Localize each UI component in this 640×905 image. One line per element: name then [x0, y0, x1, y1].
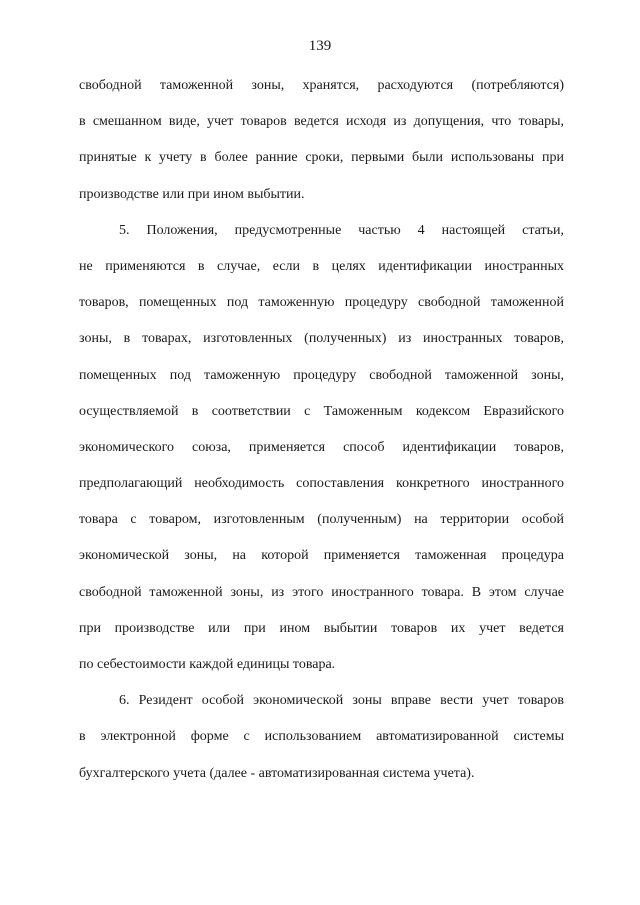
- paragraph-continuation: [79, 68, 564, 213]
- text-line: товаров, помещенных под таможенную процедуру свободной таможенной: [79, 295, 564, 311]
- text-line: экономического союза, применяется способ идентификации товаров,: [79, 439, 564, 455]
- text-line: принятые к учету в более ранние сроки, первыми были использованы при: [79, 150, 564, 166]
- paragraph-clause-5: [79, 213, 564, 683]
- text-line: 6. Резидент особой экономической зоны вправе вести учет товаров: [119, 693, 564, 709]
- text-line: 5. Положения, предусмотренные частью 4 настоящей статьи,: [119, 222, 564, 238]
- text-line: свободной таможенной зоны, хранятся, расходуются (потребляются): [79, 78, 564, 93]
- text-line: при производстве или при ином выбытии товаров их учет ведется: [79, 620, 564, 636]
- text-line: в смешанном виде, учет товаров ведется исходя из допущения, что товары,: [79, 114, 564, 130]
- text-line: не применяются в случае, если в целях идентификации иностранных: [79, 258, 564, 274]
- paragraph-clause-6: [79, 683, 564, 792]
- text-line: зоны, в товарах, изготовленных (полученных) из иностранных товаров,: [79, 331, 564, 347]
- text-line: свободной таможенной зоны, из этого иностранного товара. В этом случае: [79, 584, 564, 600]
- text-line: предполагающий необходимость сопоставления конкретного иностранного: [79, 476, 564, 492]
- text-line: производстве или при ином выбытии.: [79, 186, 305, 202]
- document-body: [79, 68, 564, 792]
- page-number: 139: [308, 38, 332, 54]
- text-line: в электронной форме с использованием автоматизированной системы: [79, 729, 564, 745]
- text-line: экономической зоны, на которой применяется таможенная процедура: [79, 548, 564, 564]
- text-line: бухгалтерского учета (далее - автоматизированная система учета).: [79, 765, 475, 781]
- text-line: помещенных под таможенную процедуру свободной таможенной зоны,: [79, 367, 564, 383]
- text-line: осуществляемой в соответствии с Таможенным кодексом Евразийского: [79, 403, 564, 419]
- text-line: по себестоимости каждой единицы товара.: [79, 657, 336, 672]
- text-line: товара с товаром, изготовленным (полученным) на территории особой: [79, 512, 564, 528]
